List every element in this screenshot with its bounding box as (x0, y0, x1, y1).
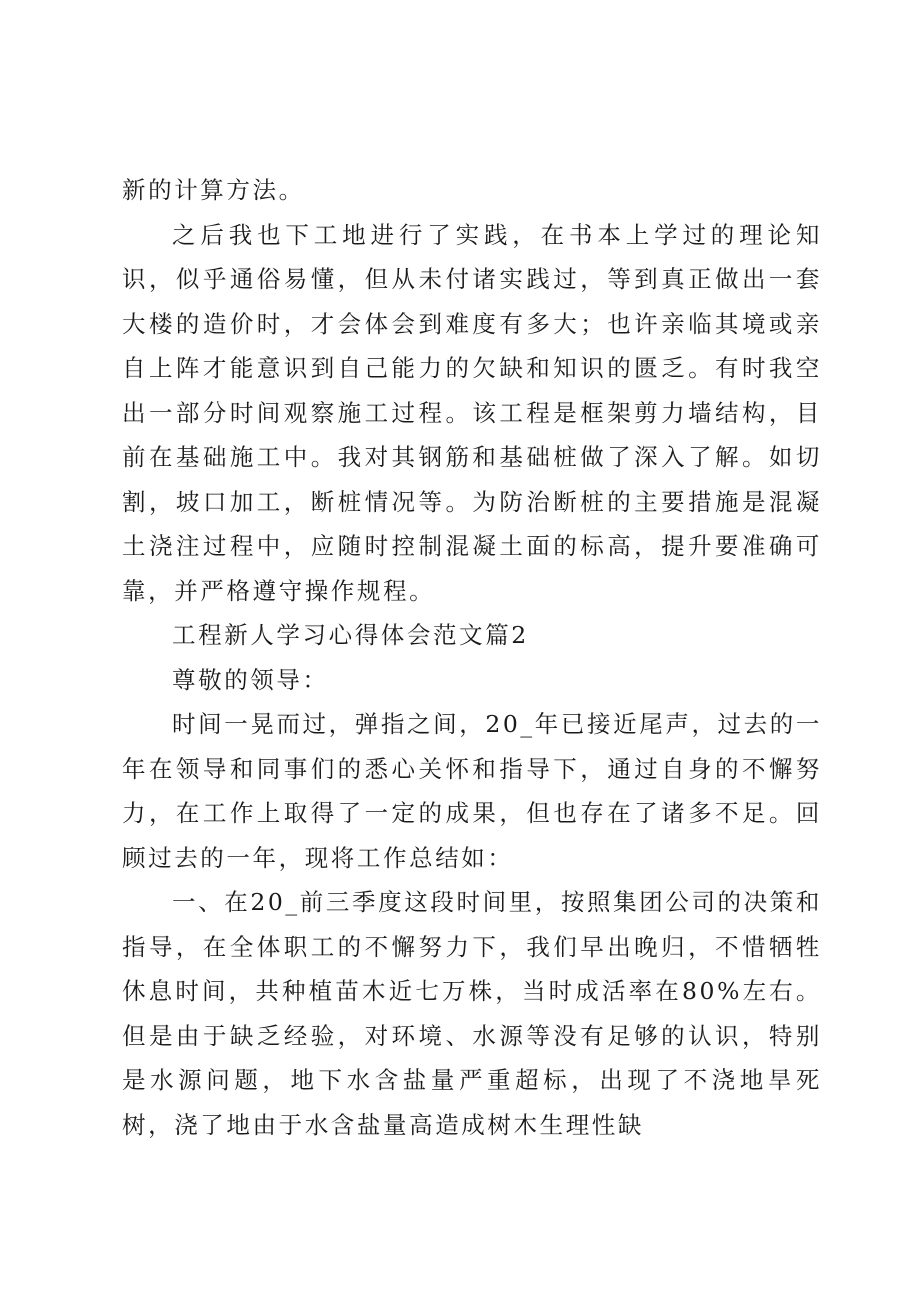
paragraph-4: 一、在20_前三季度这段时间里，按照集团公司的决策和指导，在全体职工的不懈努力下，我们早出晚归，不惜牺牲休息时间，共种植苗木近七万株，当时成活率在80%左右。但是由于缺乏经验，对环境、水源等没有足够的认识，特别是水源问题，地下水含盐量严重超标，出现了不浇地旱死树，浇了地由于水含盐量高造成树木生理性缺 (122, 888, 822, 1139)
paragraph-3: 时间一晃而过，弹指之间，20_年已接近尾声，过去的一年在领导和同事们的悉心关怀和指导下，通过自身的不懈努力，在工作上取得了一定的成果，但也存在了诸多不足。回顾过去的一年，现将工作总结如： (122, 710, 822, 872)
section-heading: 工程新人学习心得体会范文篇2 (172, 621, 529, 649)
paragraph-2: 之后我也下工地进行了实践，在书本上学过的理论知识，似乎通俗易懂，但从未付诸实践过，等到真正做出一套大楼的造价时，才会体会到难度有多大；也许亲临其境或亲自上阵才能意识到自己能力的欠缺和知识的匮乏。有时我空出一部分时间观察施工过程。该工程是框架剪力墙结构，目前在基础施工中。我对其钢筋和基础桩做了深入了解。如切割，坡口加工，断桩情况等。为防治断桩的主要措施是混凝土浇注过程中，应随时控制混凝土面的标高，提升要准确可靠，并严格遵守操作规程。 (122, 220, 822, 605)
document-body (122, 168, 822, 1147)
salutation: 尊敬的领导： (172, 665, 329, 694)
paragraph-1: 新的计算方法。 (122, 176, 305, 204)
